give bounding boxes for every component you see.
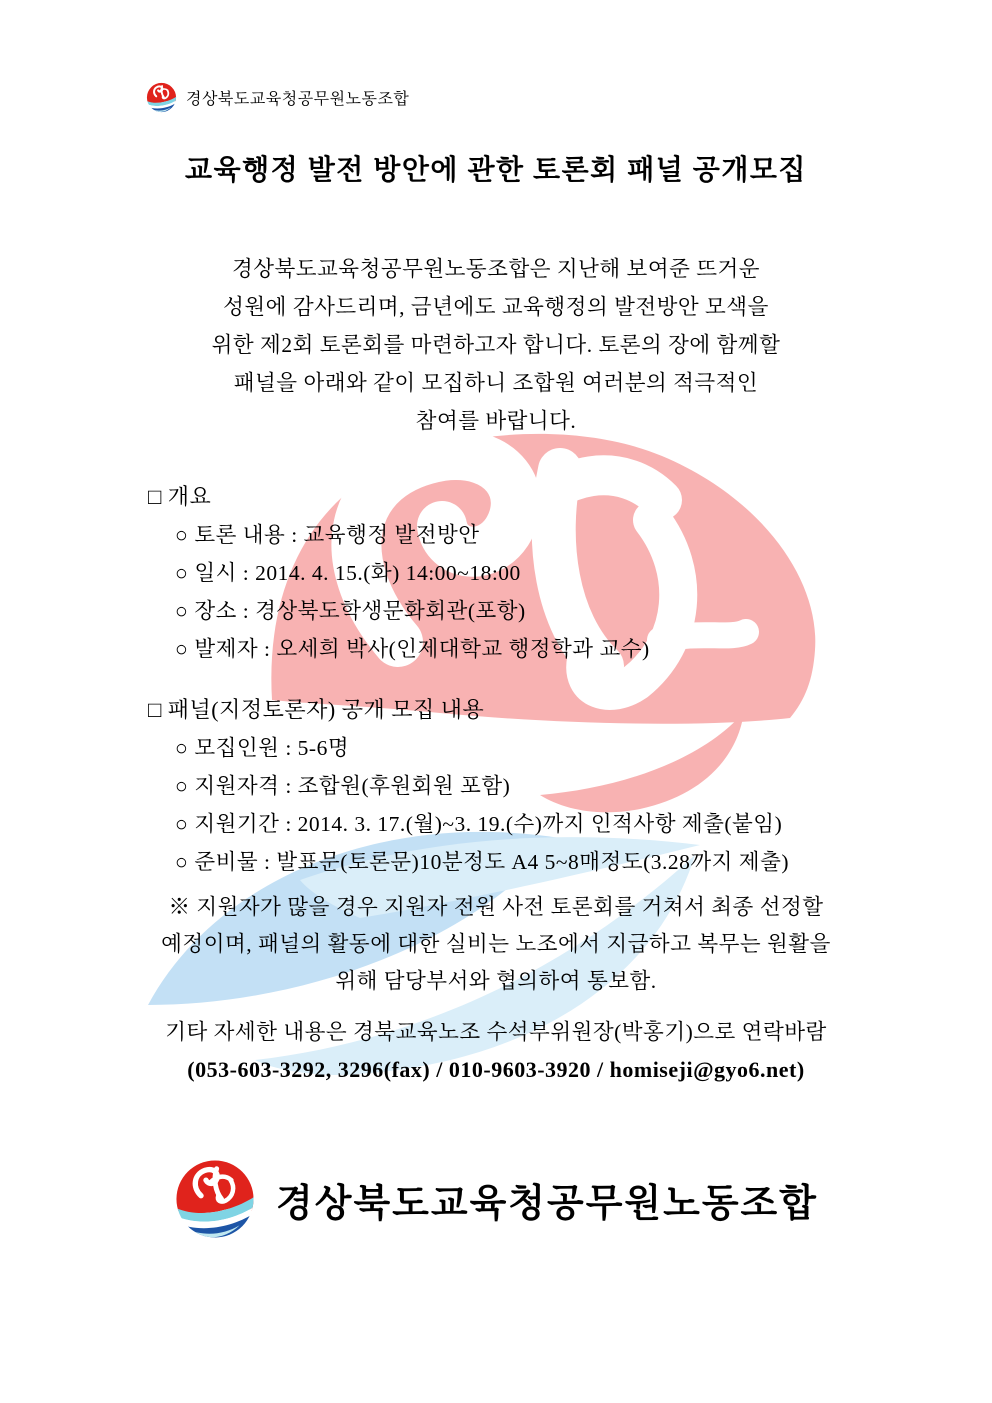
section-item: ○ 일시 : 2014. 4. 15.(화) 14:00~18:00 bbox=[175, 561, 521, 585]
contact-line: 기타 자세한 내용은 경북교육노조 수석부위원장(박홍기)으로 연락바람 bbox=[165, 1020, 827, 1044]
header bbox=[146, 82, 409, 113]
section-item: ○ 토론 내용 : 교육행정 발전방안 bbox=[175, 523, 480, 547]
intro-line: 성원에 감사드리며, 금년에도 교육행정의 발전방안 모색을 bbox=[223, 295, 769, 319]
page-title: 교육행정 발전 방안에 관한 토론회 패널 공개모집 bbox=[185, 155, 807, 186]
contact-phone-email-line: (053-603-3292, 3296(fax) / 010-9603-3920 / homiseji@gyo6.net) bbox=[187, 1057, 805, 1082]
section-item: ○ 장소 : 경상북도학생문화회관(포항) bbox=[175, 599, 526, 623]
section-item: ○ 지원자격 : 조합원(후원회원 포함) bbox=[175, 774, 511, 798]
section-heading: □ 개요 bbox=[148, 484, 212, 509]
contact-info bbox=[0, 1014, 992, 1088]
footer bbox=[0, 1158, 992, 1240]
header-org-name: 경상북도교육청공무원노동조합 bbox=[186, 91, 410, 108]
section-items bbox=[148, 729, 932, 881]
section-panel-recruitment bbox=[148, 691, 932, 881]
intro-line: 경상북도교육청공무원노동조합은 지난해 보여준 뜨거운 bbox=[231, 257, 761, 281]
section-heading: □ 패널(지정토론자) 공개 모집 내용 bbox=[148, 697, 485, 722]
intro-line: 패널을 아래와 같이 모집하니 조합원 여러분의 적극적인 bbox=[233, 371, 759, 395]
footer-org-name: 경상북도교육청공무원노동조합 bbox=[276, 1182, 818, 1225]
intro-paragraph bbox=[0, 250, 992, 440]
note-paragraph bbox=[0, 889, 992, 1000]
section-items bbox=[148, 516, 932, 668]
section-item: ○ 모집인원 : 5-6명 bbox=[175, 736, 350, 760]
section-item: ○ 지원기간 : 2014. 3. 17.(월)~3. 19.(수)까지 인적사항 제출(붙임) bbox=[175, 812, 783, 836]
section-overview bbox=[148, 478, 932, 668]
note-line: ※ 지원자가 많을 경우 지원자 전원 사전 토론회를 거쳐서 최종 선정할 bbox=[168, 895, 824, 919]
intro-line: 위한 제2회 토론회를 마련하고자 합니다. 토론의 장에 함께할 bbox=[211, 333, 781, 357]
section-item: ○ 발제자 : 오세희 박사(인제대학교 행정학과 교수) bbox=[175, 637, 650, 661]
note-line: 위해 담당부서와 협의하여 통보함. bbox=[335, 969, 657, 993]
footer-union-logo-icon bbox=[174, 1158, 256, 1240]
note-line: 예정이며, 패널의 활동에 대한 실비는 노조에서 지급하고 복무는 원활을 bbox=[161, 932, 831, 956]
intro-line: 참여를 바랍니다. bbox=[415, 409, 577, 433]
section-item: ○ 준비물 : 발표문(토론문)10분정도 A4 5~8매정도(3.28까지 제출) bbox=[175, 850, 789, 874]
union-logo-icon bbox=[146, 82, 177, 113]
